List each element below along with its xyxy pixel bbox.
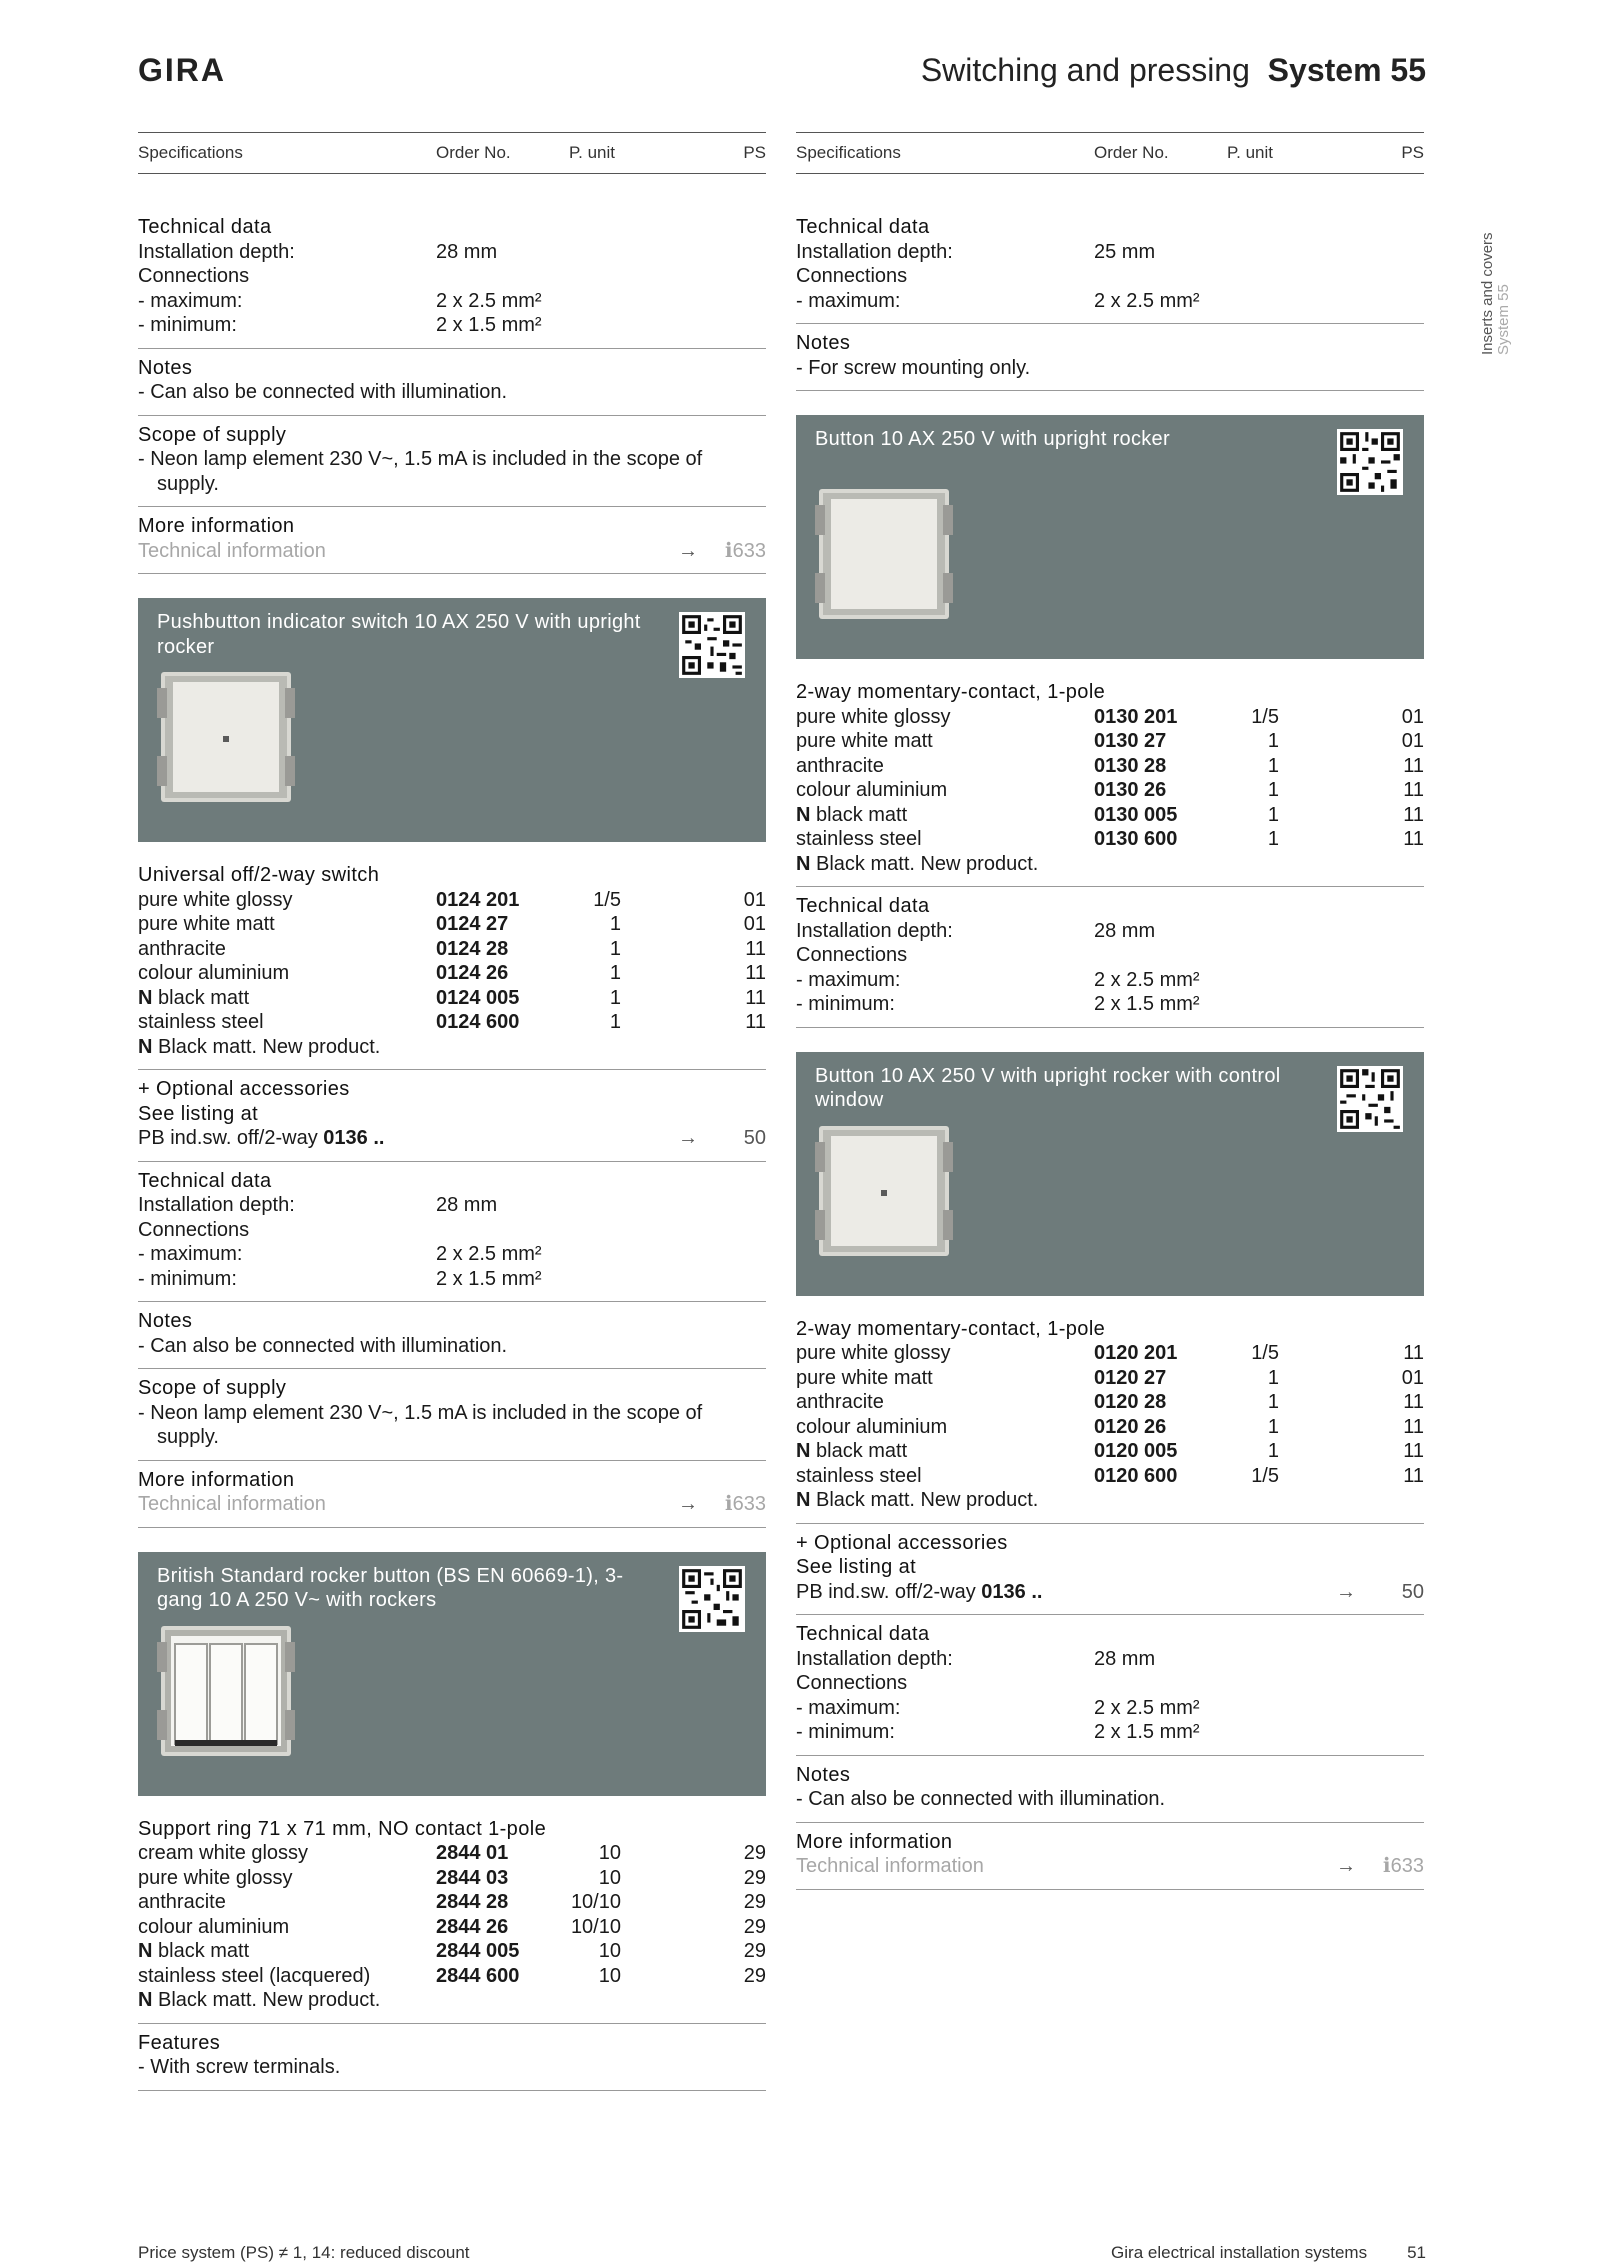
technical-data — [796, 887, 1424, 1028]
col-order: Order No. — [436, 143, 511, 162]
side-label-line1: Inserts and covers — [1479, 232, 1496, 355]
note-text: - Can also be connected with illumination. — [138, 1334, 508, 1357]
bs-3gang-product-image — [157, 1622, 295, 1760]
qr-code-icon — [1337, 429, 1403, 495]
feature-text: - With screw terminals. — [138, 2056, 341, 2078]
see-listing-label: See listing at — [138, 1102, 259, 1125]
section-title: Scope of supply — [138, 1377, 287, 1399]
gira-logo: GIRA — [138, 52, 226, 88]
section-title: Technical data — [796, 895, 930, 917]
features — [138, 2024, 766, 2091]
section-title: Notes — [138, 356, 193, 379]
tech-info-link-row[interactable] — [796, 1854, 1424, 1879]
column-header — [796, 132, 1424, 174]
arrow-icon: → — [1336, 1855, 1356, 1877]
spec-row: Installation depth: 28 mm — [138, 240, 498, 263]
footer-note: Price system (PS) ≠ 1, 14: reduced discount — [138, 2243, 470, 2262]
new-product-note: N Black matt. New product. — [796, 1489, 1039, 1511]
spec-row: - maximum: 2 x 2.5 mm² — [796, 1696, 1200, 1719]
product-box — [796, 415, 1424, 659]
new-product-note: N Black matt. New product. — [138, 1989, 381, 2011]
table-row: cream white glossy 2844 01 10 29 — [138, 1842, 766, 1864]
page-ref[interactable]: 50 — [1401, 1580, 1424, 1603]
tech-info-link[interactable]: Technical information — [138, 1493, 326, 1515]
spec-row: - maximum: 2 x 2.5 mm² — [138, 289, 542, 312]
table-row: pure white glossy 2844 03 10 29 — [138, 1866, 766, 1889]
table-row: stainless steel (lacquered) 2844 600 10 29 — [138, 1964, 766, 1987]
page-ref[interactable]: 50 — [743, 1127, 766, 1149]
arrow-icon: → — [678, 539, 698, 562]
section-title: Technical data — [138, 1169, 272, 1192]
product-title: Pushbutton indicator switch 10 AX 250 V with upright rocker — [157, 611, 641, 658]
product-box — [138, 598, 766, 842]
tech-info-link[interactable]: Technical information — [796, 1855, 984, 1877]
section-title: Scope of supply — [138, 423, 287, 446]
col-ps: PS — [743, 143, 766, 162]
section-title: + Optional accessories — [138, 1078, 350, 1100]
table-row: stainless steel 0130 600 1 11 — [796, 828, 1424, 850]
right-column — [796, 132, 1424, 1890]
spec-row: Connections — [138, 265, 250, 287]
technical-data — [138, 1162, 766, 1303]
tech-info-link-row[interactable] — [138, 1492, 766, 1517]
tech-info-link[interactable]: Technical information — [138, 539, 326, 562]
more-information — [138, 507, 766, 574]
qr-code-icon — [1337, 1066, 1403, 1132]
section-title: 2-way momentary-contact, 1-pole — [796, 1317, 1106, 1340]
qr-code-icon — [679, 1566, 745, 1632]
notes — [138, 349, 766, 416]
table-row: pure white glossy 0120 201 1/5 11 — [796, 1342, 1424, 1364]
footer-right — [1111, 2243, 1426, 2263]
product-title: Button 10 AX 250 V with upright rocker with control window — [815, 1064, 1281, 1111]
table-row: colour aluminium 0120 26 1 11 — [796, 1415, 1424, 1438]
spec-row: Connections — [796, 265, 908, 287]
new-product-note: N Black matt. New product. — [796, 852, 1039, 875]
product-list — [138, 856, 766, 1070]
col-spec: Specifications — [138, 143, 243, 162]
table-row: stainless steel 0120 600 1/5 11 — [796, 1464, 1424, 1487]
table-row: anthracite 2844 28 10/10 29 — [138, 1891, 766, 1913]
table-row: anthracite 0130 28 1 11 — [796, 754, 1424, 777]
technical-data — [138, 208, 766, 349]
table-row: colour aluminium 0124 26 1 11 — [138, 962, 766, 984]
page-title-bold: System 55 — [1267, 52, 1426, 88]
table-row: pure white glossy 0130 201 1/5 01 — [796, 705, 1424, 728]
arrow-icon: → — [678, 1127, 698, 1149]
table-row: colour aluminium 0130 26 1 11 — [796, 779, 1424, 801]
footer-title: Gira electrical installation systems — [1111, 2243, 1368, 2262]
section-title: More information — [138, 515, 295, 537]
more-information — [138, 1461, 766, 1528]
accessory-link-row[interactable]: PB ind.sw. off/2-way 0136 .. → 50 — [138, 1127, 766, 1149]
section-title: Technical data — [138, 216, 272, 238]
optional-accessories — [796, 1524, 1424, 1616]
table-row: pure white matt 0124 27 1 01 — [138, 913, 766, 935]
spec-row: Installation depth: 28 mm — [796, 1647, 1156, 1670]
page-title-light: Switching and pressing — [920, 52, 1250, 88]
arrow-icon: → — [678, 1493, 698, 1515]
table-row: N black matt 0124 005 1 11 — [138, 986, 766, 1009]
scope-text: - Neon lamp element 230 V~, 1.5 mA is included in the scope of supply. — [138, 1401, 703, 1448]
section-title: Notes — [796, 1763, 851, 1786]
section-title: Features — [138, 2031, 221, 2054]
tech-info-link-row[interactable] — [138, 539, 766, 564]
table-row: pure white matt 0120 27 1 01 — [796, 1366, 1424, 1389]
button-window-product-image — [815, 1122, 953, 1260]
spec-row: - minimum: 2 x 1.5 mm² — [796, 1721, 1200, 1743]
section-title: + Optional accessories — [796, 1531, 1008, 1554]
product-title: Button 10 AX 250 V with upright rocker — [815, 428, 1170, 450]
spec-row: - minimum: 2 x 1.5 mm² — [796, 993, 1200, 1015]
optional-accessories — [138, 1070, 766, 1162]
spec-row: - minimum: 2 x 1.5 mm² — [138, 314, 542, 336]
technical-data — [796, 1615, 1424, 1756]
table-row: N black matt 0120 005 1 11 — [796, 1440, 1424, 1462]
spec-row: Connections — [796, 944, 908, 966]
switch-product-image — [157, 668, 295, 806]
product-list — [796, 1310, 1424, 1524]
scope-of-supply — [138, 1369, 766, 1461]
qr-code-icon — [679, 612, 745, 678]
notes — [796, 1756, 1424, 1823]
new-product-note: N Black matt. New product. — [138, 1035, 381, 1058]
page-ref[interactable]: ℹ633 — [725, 1493, 766, 1515]
col-ps: PS — [1401, 143, 1424, 162]
spec-row: - maximum: 2 x 2.5 mm² — [796, 289, 1200, 312]
col-unit: P. unit — [569, 143, 616, 162]
button-product-image — [815, 485, 953, 623]
product-box — [796, 1052, 1424, 1296]
section-title: Universal off/2-way switch — [138, 864, 380, 886]
page-title — [921, 52, 1426, 89]
table-row: pure white glossy 0124 201 1/5 01 — [138, 888, 766, 911]
see-listing-label: See listing at — [796, 1556, 917, 1578]
section-title: Support ring 71 x 71 mm, NO contact 1-pole — [138, 1817, 547, 1840]
table-row: N black matt 2844 005 10 29 — [138, 1940, 766, 1962]
section-title: Technical data — [796, 216, 930, 238]
section-title: Notes — [138, 1310, 193, 1332]
column-header — [138, 132, 766, 174]
notes — [138, 1302, 766, 1369]
spec-row: - maximum: 2 x 2.5 mm² — [138, 1243, 542, 1265]
table-row: anthracite 0124 28 1 11 — [138, 937, 766, 960]
product-list — [796, 673, 1424, 887]
side-label — [1480, 232, 1512, 355]
page-number: 51 — [1407, 2243, 1426, 2262]
more-information — [796, 1823, 1424, 1890]
spec-row: Connections — [138, 1218, 250, 1241]
page-ref[interactable]: ℹ633 — [725, 539, 766, 562]
product-title: British Standard rocker button (BS EN 60669-1), 3-gang 10 A 250 V~ with rockers — [157, 1564, 624, 1611]
section-title: More information — [796, 1830, 953, 1853]
scope-text: - Neon lamp element 230 V~, 1.5 mA is included in the scope of supply. — [138, 448, 703, 495]
table-row: anthracite 0120 28 1 11 — [796, 1391, 1424, 1413]
side-label-line2: System 55 — [1495, 284, 1512, 355]
product-box — [138, 1552, 766, 1796]
section-title: Technical data — [796, 1623, 930, 1645]
accessory-link-row[interactable]: PB ind.sw. off/2-way 0136 .. → 50 — [796, 1580, 1424, 1603]
table-row: colour aluminium 2844 26 10/10 29 — [138, 1915, 766, 1938]
spec-row: - maximum: 2 x 2.5 mm² — [796, 968, 1200, 991]
col-order: Order No. — [1094, 143, 1169, 162]
notes — [796, 324, 1424, 391]
spec-row: Installation depth: 28 mm — [138, 1194, 498, 1216]
col-unit: P. unit — [1227, 143, 1274, 162]
note-text: - Can also be connected with illumination. — [138, 381, 508, 403]
page-ref[interactable]: ℹ633 — [1383, 1855, 1424, 1877]
section-title: More information — [138, 1468, 295, 1491]
section-title: 2-way momentary-contact, 1-pole — [796, 681, 1106, 703]
note-text: - Can also be connected with illumination. — [796, 1788, 1166, 1810]
table-row: pure white matt 0130 27 1 01 — [796, 730, 1424, 752]
table-row: stainless steel 0124 600 1 11 — [138, 1011, 766, 1033]
table-row: N black matt 0130 005 1 11 — [796, 803, 1424, 826]
spec-row: Installation depth: 25 mm — [796, 240, 1156, 263]
section-title: Notes — [796, 332, 851, 354]
spec-row: Installation depth: 28 mm — [796, 919, 1156, 942]
note-text: - For screw mounting only. — [796, 356, 1031, 379]
scope-of-supply — [138, 416, 766, 508]
spec-row: - minimum: 2 x 1.5 mm² — [138, 1267, 542, 1290]
technical-data — [796, 208, 1424, 324]
arrow-icon: → — [1336, 1580, 1356, 1603]
col-spec: Specifications — [796, 143, 901, 162]
left-column — [138, 132, 766, 2091]
spec-row: Connections — [796, 1672, 908, 1694]
product-list — [138, 1810, 766, 2024]
